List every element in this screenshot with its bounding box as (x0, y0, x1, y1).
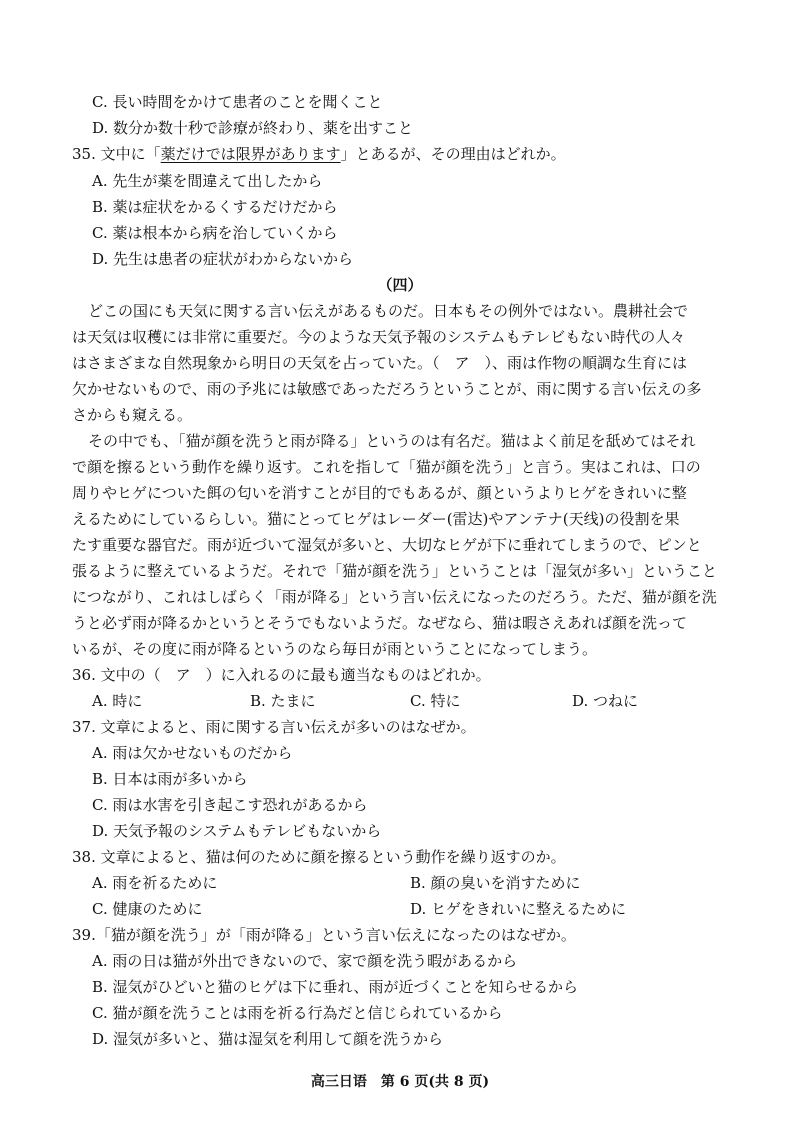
q36-option-d: D. つねに (572, 692, 639, 710)
q35-underlined-quote: 薬だけでは限界があります (160, 145, 341, 163)
passage-line: につながり、これはしばらく「雨が降る」という言い伝えになったのだろう。ただ、猫が顔を洗 (72, 588, 717, 606)
prev-option-d: D. 数分か数十秒で診療が終わり、薬を出すこと (92, 119, 414, 137)
q35-prefix: 35. 文中に「 (72, 145, 161, 163)
page-footer: 高三日语 第 6 页(共 8 页) (310, 1074, 490, 1090)
q35-option-b: B. 薬は症状をかるくするだけだから (92, 198, 338, 216)
q37-option-c: C. 雨は水害を引き起こす恐れがあるから (92, 796, 368, 814)
q39-option-c: C. 猫が顔を洗うことは雨を祈る行為だと信じられているから (92, 1004, 503, 1022)
q35-suffix: 」とあるが、その理由はどれか。 (340, 145, 566, 163)
passage-line: うと必ず雨が降るかというとそうでもないようだ。なぜなら、猫は暇さえあれば顔を洗って (72, 614, 688, 632)
passage-line: 張るように整えているようだ。それで「猫が顔を洗う」ということは「湿気が多い」ということ (72, 562, 718, 580)
q38-options-row-1 (92, 873, 732, 893)
q35-option-a: A. 先生が薬を間違えて出したから (92, 172, 323, 190)
q35-option-c: C. 薬は根本から病を治していくから (92, 224, 338, 242)
passage-line: たす重要な器官だ。雨が近づいて湿気が多いと、大切なヒゲが下に垂れてしまうので、ピンと (72, 536, 702, 554)
passage-line: で顔を擦るという動作を繰り返す。これを指して「猫が顔を洗う」と言う。実はこれは、口の (72, 458, 701, 476)
passage-line: 周りやヒゲについた餌の匂いを消すことが目的でもあるが、顔というよりヒゲをきれいに整 (72, 484, 687, 502)
question-38-stem: 38. 文章によると、猫は何のために顔を擦るという動作を繰り返すのか。 (72, 848, 566, 866)
q35-option-d: D. 先生は患者の症状がわからないから (92, 250, 354, 268)
passage-line: どこの国にも天気に関する言い伝えがあるものだ。日本もその例外ではない。農耕社会で (88, 302, 689, 320)
q39-option-a: A. 雨の日は猫が外出できないので、家で顔を洗う暇があるから (92, 952, 518, 970)
question-37-stem: 37. 文章によると、雨に関する言い伝えが多いのはなぜか。 (72, 718, 476, 736)
q38-option-d: D. ヒゲをきれいに整えるために (410, 900, 627, 918)
q37-option-b: B. 日本は雨が多いから (92, 770, 248, 788)
q39-option-b: B. 湿気がひどいと猫のヒゲは下に垂れ、雨が近づくことを知らせるから (92, 978, 579, 996)
q36-option-b: B. たまに (250, 692, 316, 710)
passage-line: さからも窺える。 (72, 406, 193, 424)
prev-option-c: C. 長い時間をかけて患者のことを聞くこと (92, 93, 383, 111)
question-39-stem: 39.「猫が顔を洗う」が「雨が降る」という言い伝えになったのはなぜか。 (72, 926, 576, 944)
passage-line: 欠かせないもので、雨の予兆には敏感であっただろうということが、雨に関する言い伝えの多 (72, 380, 702, 398)
passage-line: その中でも、「猫が顔を洗うと雨が降る」というのは有名だ。猫はよく前足を舐めてはそれ (88, 432, 696, 450)
q36-option-c: C. 特に (410, 692, 461, 710)
question-35-stem (72, 144, 566, 164)
q38-option-c: C. 健康のために (92, 900, 203, 918)
q37-option-d: D. 天気予報のシステムもテレビもないから (92, 822, 382, 840)
q39-option-d: D. 湿気が多いと、猫は湿気を利用して顔を洗うから (92, 1030, 444, 1048)
q38-options-row-2 (92, 899, 732, 919)
q38-option-b: B. 顔の臭いを消すために (410, 874, 581, 892)
passage-line: えるためにしているらしい。猫にとってヒゲはレーダー(雷达)やアンテナ(天线)の役割を果 (72, 510, 680, 528)
question-36-stem: 36. 文中の（ ア ）に入れるのに最も適当なものはどれか。 (72, 666, 491, 684)
passage-line: いるが、その度に雨が降るというのなら毎日が雨ということになってしまう。 (72, 640, 598, 658)
q36-option-a: A. 時に (92, 692, 143, 710)
q38-option-a: A. 雨を祈るために (92, 874, 218, 892)
q36-options-row (92, 691, 732, 711)
section-title: （四） (377, 276, 423, 294)
passage-line: はさまざまな自然現象から明日の天気を占っていた。（ ア ）、雨は作物の順調な生育には (72, 354, 688, 372)
q37-option-a: A. 雨は欠かせないものだから (92, 744, 293, 762)
passage-line: は天気は収穫には非常に重要だ。今のような天気予報のシステムもテレビもない時代の人々 (72, 328, 686, 346)
